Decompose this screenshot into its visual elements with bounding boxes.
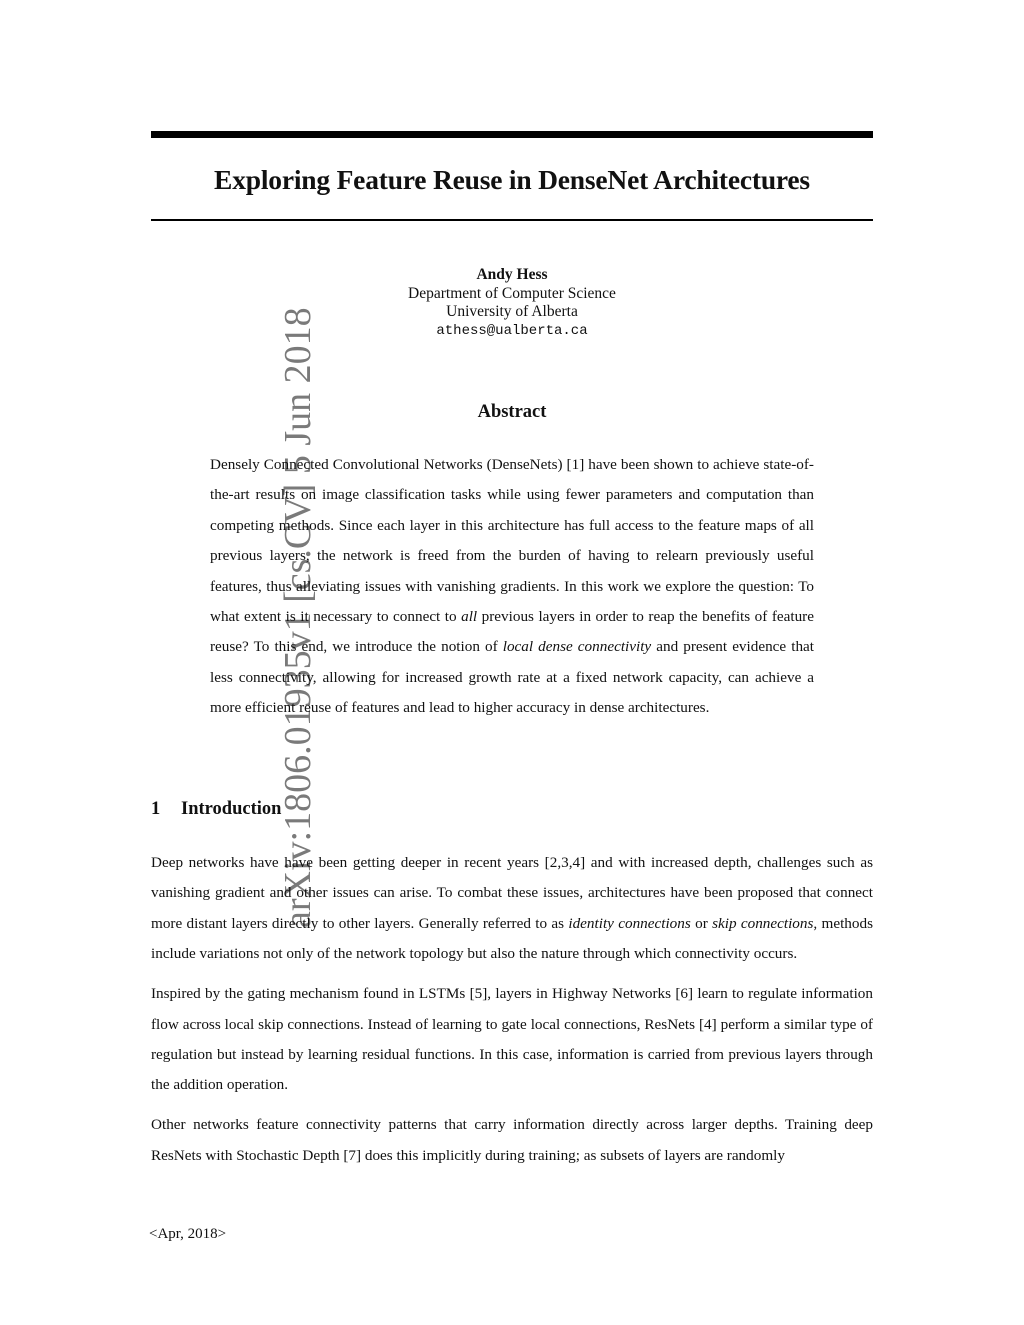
intro-text-part: or — [690, 914, 713, 932]
abstract-text-part: Densely Connected Convolutional Networks (DenseNets) [1] have been shown to achieve state-of-the-art results on image classification tasks while using fewer parameters and computation than competing methods. Since each layer in this architecture has full access to the feature maps of all previous layers, the network is freed from the burden of having to relearn previously useful features, thus alleviating issues with vanishing gradients. In this work we explore the question: To what extent is it necessary to connect to — [210, 456, 814, 626]
intro-text-part: Deep networks have have been getting deeper in recent years [2,3,4] and with increased depth, challenges such as vanishing gradient and other issues can arise. To combat these issues, architectures have been proposed that connect more distant layers directly to other layers. Generally referred to as — [151, 854, 873, 932]
abstract-text-part: previous layers in order to reap the benefits of feature reuse? To this end, we introduce the notion of — [210, 608, 814, 656]
section-title: Introduction — [181, 799, 282, 819]
footer-date: <Apr, 2018> — [149, 1226, 227, 1242]
title-bottom-rule — [151, 219, 873, 221]
author-affiliation: University of Alberta — [446, 303, 578, 320]
intro-paragraph-1 — [151, 848, 873, 970]
intro-emphasis-identity: identity connections — [568, 914, 691, 932]
abstract-emphasis-local-dense: local dense connectivity — [502, 638, 652, 656]
paper-title: Exploring Feature Reuse in DenseNet Architectures — [214, 164, 810, 195]
arxiv-stamp: arXiv:1806.01935v1 [cs.CV] 5 Jun 2018 — [277, 307, 319, 928]
author-name: Andy Hess — [476, 266, 548, 283]
title-top-rule — [151, 131, 873, 138]
intro-emphasis-skip: skip connections — [712, 914, 814, 932]
intro-paragraph-3: Other networks feature connectivity patterns that carry information directly across larger depths. Training deep ResNets with Stochastic Depth [7] does this implicitly during training; as subsets of layers are randomly — [151, 1116, 873, 1164]
abstract-text-part: and present evidence that less connectivity, allowing for increased growth rate at a fixed network capacity, can achieve a more efficient reuse of features and lead to higher accuracy in dense architectures. — [210, 638, 814, 717]
intro-paragraph-2: Inspired by the gating mechanism found in LSTMs [5], layers in Highway Networks [6] learn to regulate information flow across local skip connections. Instead of learning to gate local connections, ResNets [4] perform a similar type of regulation but instead by learning residual functions. In this case, information is carried from previous layers through the addition operation. — [151, 985, 873, 1094]
section-heading-introduction — [151, 797, 873, 821]
author-block — [151, 266, 873, 340]
author-email: athess@ualberta.ca — [436, 322, 588, 339]
abstract-heading: Abstract — [477, 402, 547, 422]
intro-text-part: , methods include variations not only of the network topology but also the nature through which connectivity occurs. — [151, 914, 873, 963]
introduction-body — [151, 848, 873, 1181]
abstract-emphasis-all: all — [461, 608, 478, 626]
section-number: 1 — [151, 799, 161, 819]
author-department: Department of Computer Science — [408, 284, 616, 302]
abstract-text — [210, 450, 814, 724]
